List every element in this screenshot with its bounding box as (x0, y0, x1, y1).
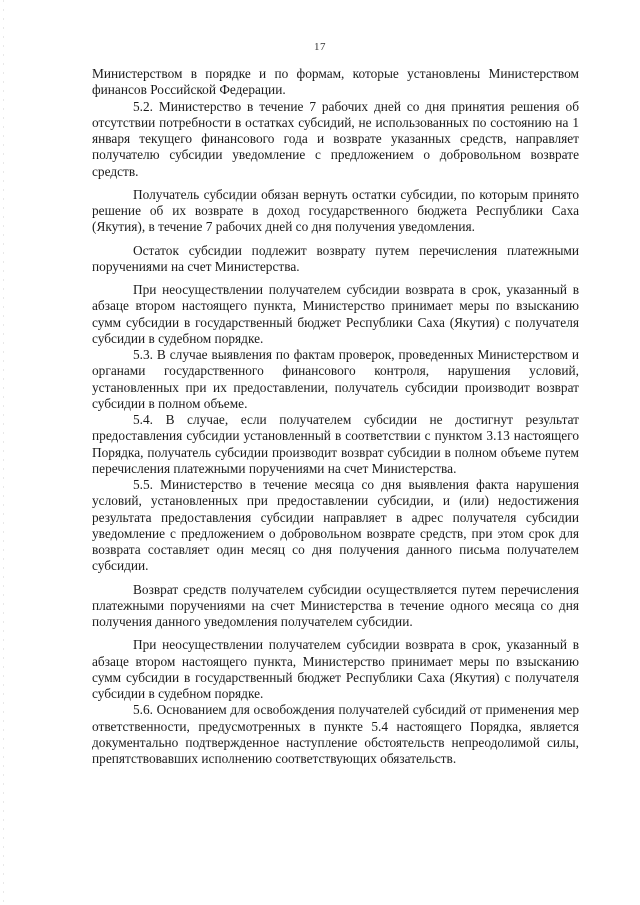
paragraph-5-4: 5.4. В случае, если получателем субсидии не достигнут результат предоставления субсидии установленный в соответствии с пунктом 3.13 настоящего Порядка, получатель субсидии производит возврат субсидии в полном объеме путем перечисления платежными поручениями на счет Министерства. (92, 412, 579, 476)
paragraph-enforcement-repeat: При неосуществлении получателем субсидии возврата в срок, указанный в абзаце втором настоящего пункта, Министерство принимает меры по взысканию сумм субсидии в государственный бюджет Республики Саха (Якутия) с получателя субсидии в судебном порядке. (92, 637, 579, 701)
paragraph-5-5: 5.5. Министерство в течение месяца со дня выявления факта нарушения условий, установленных при предоставлении субсидии, и (или) недостижения результата предоставления субсидии направляет в адрес получателя субсидии уведомление с предложением о добровольном возврате средств, при этом срок для возврата составляет один месяц со дня получения данного письма получателем субсидии. (92, 477, 579, 574)
document-body (92, 66, 579, 767)
paragraph-continuation: Министерством в порядке и по формам, которые установлены Министерством финансов Российской Федерации. (92, 66, 579, 98)
page-number: 17 (314, 41, 326, 53)
paragraph-return-obligation: Получатель субсидии обязан вернуть остатки субсидии, по которым принято решение об их возврате в доход государственного бюджета Республики Саха (Якутия), в течение 7 рабочих дней со дня получения уведомления. (92, 186, 579, 235)
paragraph-refund-procedure: Возврат средств получателем субсидии осуществляется путем перечисления платежными поручениями на счет Министерства в течение одного месяца со дня получения данного уведомления получателем субсидии. (92, 581, 579, 629)
scan-edge-artifact (3, 0, 4, 905)
paragraph-5-6: 5.6. Основанием для освобождения получателей субсидий от применения мер ответственности, предусмотренных в пункте 5.4 настоящего Порядка, является документально подтвержденное наступление обстоятельств непреодолимой силы, препятствовавших исполнению соответствующих обязательств. (92, 702, 579, 766)
paragraph-enforcement: При неосуществлении получателем субсидии возврата в срок, указанный в абзаце втором настоящего пункта, Министерство принимает меры по взысканию сумм субсидии в государственный бюджет Республики Саха (Якутия) с получателя субсидии в судебном порядке. (92, 282, 579, 346)
paragraph-5-2: 5.2. Министерство в течение 7 рабочих дней со дня принятия решения об отсутствии потребности в остатках субсидий, не использованных по состоянию на 1 января текущего финансового года и возврате указанных средств, направляет получателю субсидии уведомление с предложением о добровольном возврате средств. (92, 98, 579, 179)
paragraph-remainder-return: Остаток субсидии подлежит возврату путем перечисления платежными поручениями на счет Министерства. (92, 242, 579, 274)
paragraph-5-3: 5.3. В случае выявления по фактам проверок, проведенных Министерством и органами государственного финансового контроля, нарушения условий, установленных при их предоставлении, получатель субсидии производит возврат субсидии в полном объеме. (92, 347, 579, 411)
